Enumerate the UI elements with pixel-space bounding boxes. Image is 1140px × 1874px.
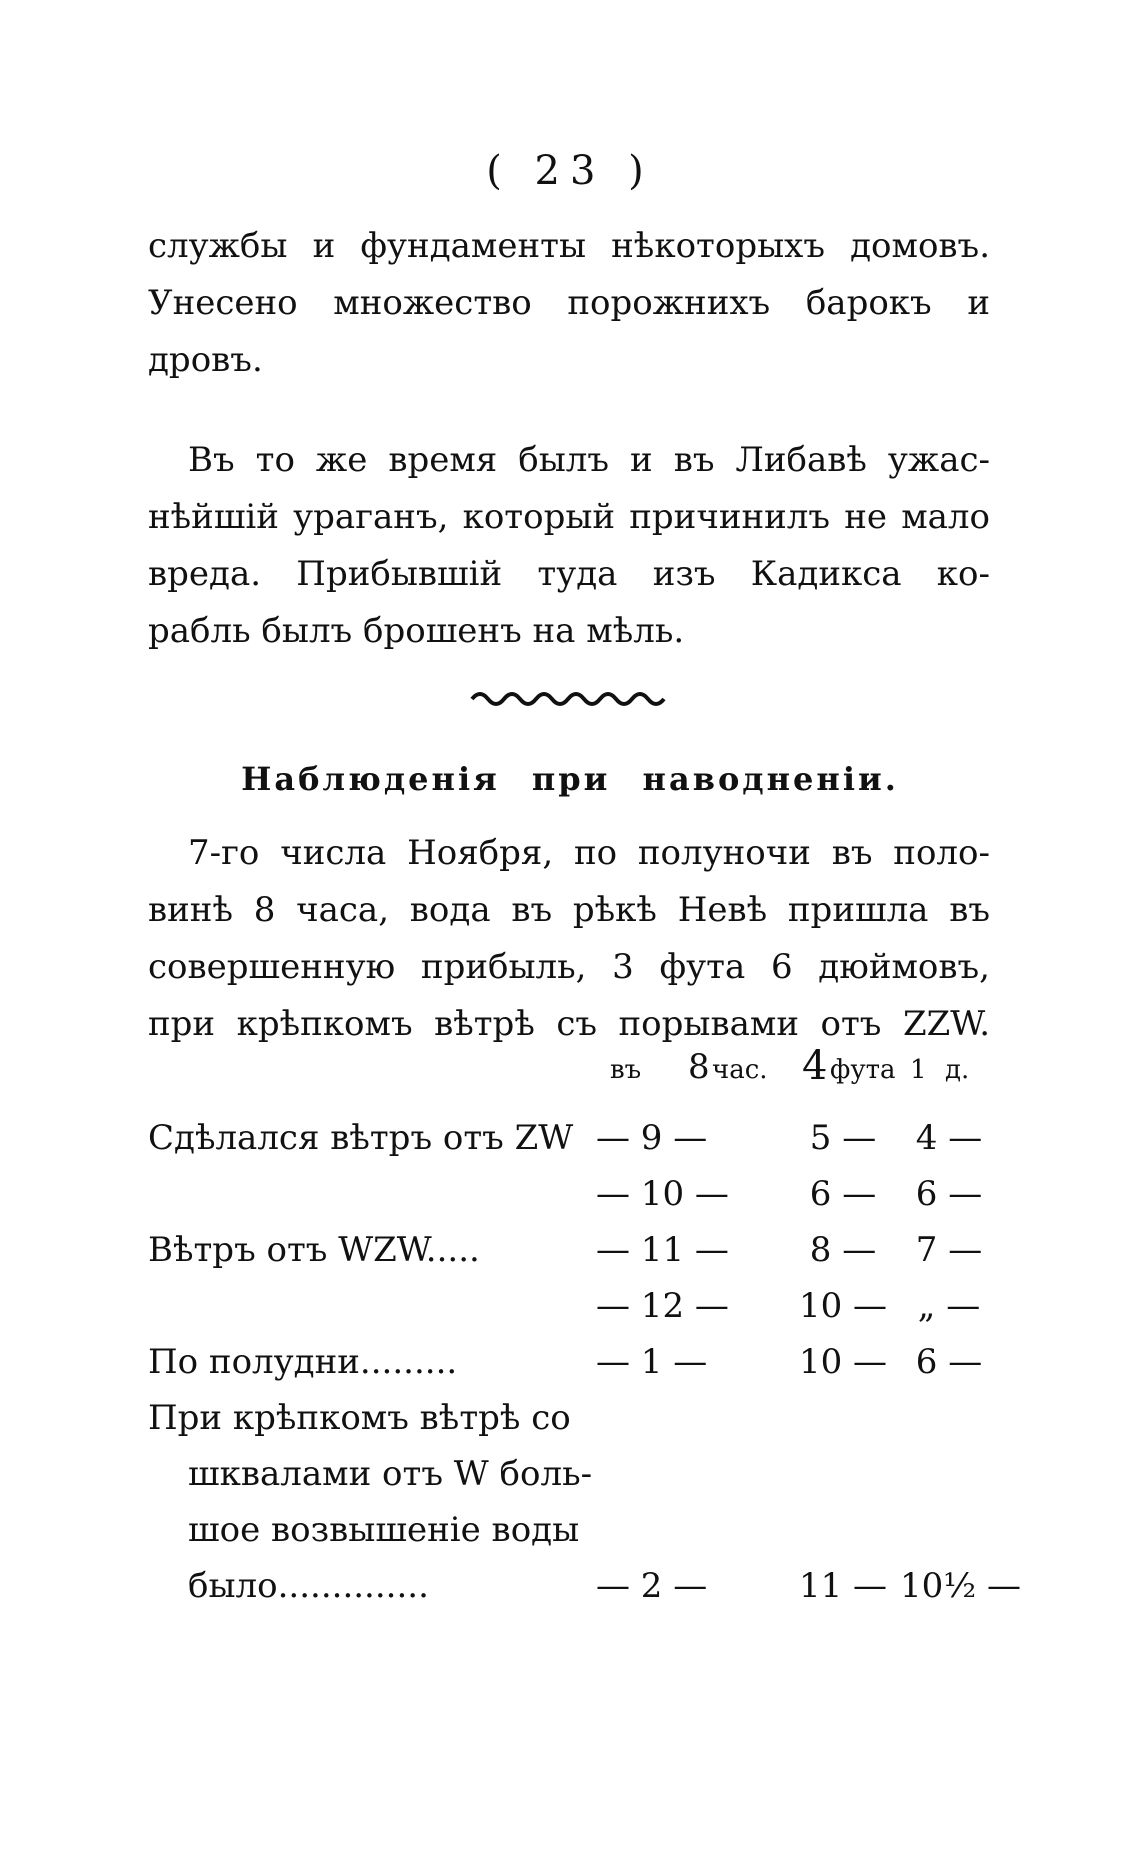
header-inch-value: 1 — [910, 1055, 927, 1085]
table-row — [148, 1502, 990, 1558]
paragraph-2 — [148, 432, 990, 660]
row-feet: 8 — — [809, 1230, 877, 1270]
table-row — [148, 1558, 1022, 1614]
page-number: ( 23 ) — [486, 148, 654, 194]
text-line: Въ то же время былъ и въ Либавѣ ужас- — [188, 440, 990, 480]
text-line: нѣйшій ураганъ, который причинилъ не мало — [148, 497, 990, 537]
text-line: винѣ 8 часа, вода въ рѣкѣ Невѣ пришла въ — [148, 890, 990, 930]
row-hour: — 10 — — [596, 1174, 729, 1214]
text-line: службы и фундаменты нѣкоторыхъ домовъ. — [148, 226, 990, 266]
table-row — [148, 1110, 990, 1166]
header-hour-value: 8 — [688, 1047, 710, 1087]
row-feet: 6 — — [809, 1174, 877, 1214]
paragraph-1 — [148, 218, 990, 389]
row-feet: 5 — — [809, 1118, 877, 1158]
row-feet: 10 — — [798, 1342, 888, 1382]
table-row — [148, 1446, 990, 1502]
row-label: шое возвышеніе воды — [188, 1510, 580, 1550]
text-line: при крѣпкомъ вѣтрѣ съ порывами отъ ZZW. — [148, 1004, 990, 1044]
header-feet-value: 4 — [802, 1043, 828, 1089]
table-row — [148, 1390, 990, 1446]
table-row — [148, 1278, 990, 1334]
text-line: дровъ. — [148, 340, 263, 380]
text-line: совершенную прибыль, 3 фута 6 дюймовъ, — [148, 947, 990, 987]
row-hour: — 1 — — [596, 1342, 708, 1382]
section-heading: Наблюденія при наводненіи. — [241, 760, 899, 798]
header-hour-unit: час. — [712, 1055, 768, 1085]
header-feet-unit: фута — [830, 1055, 896, 1085]
ornament-divider — [0, 688, 1140, 714]
wave-ornament-icon — [470, 688, 670, 710]
row-label: При крѣпкомъ вѣтрѣ со — [148, 1398, 571, 1438]
header-inch-unit: д. — [945, 1055, 970, 1085]
text-line: вреда. Прибывшій туда изъ Кадикса ко- — [148, 554, 990, 594]
text-line: рабль былъ брошенъ на мѣль. — [148, 611, 685, 651]
row-hour: — 11 — — [596, 1230, 729, 1270]
row-label: Сдѣлался вѣтръ отъ ZW — [148, 1118, 574, 1158]
row-label: По полудни......... — [148, 1342, 458, 1382]
table-row — [148, 1222, 990, 1278]
row-inches: 6 — — [915, 1342, 983, 1382]
row-feet: 11 — — [798, 1566, 888, 1606]
row-hour: — 12 — — [596, 1286, 729, 1326]
row-label: Вѣтръ отъ WZW..... — [148, 1230, 480, 1270]
row-inches: „ — — [917, 1286, 981, 1326]
row-inches: 10½ — — [900, 1566, 1022, 1606]
table-row — [148, 1166, 990, 1222]
row-inches: 7 — — [915, 1230, 983, 1270]
table-header — [610, 1043, 990, 1105]
text-line: Унесено множество порожнихъ барокъ и — [148, 283, 990, 323]
text-line: 7-го числа Ноября, по полуночи въ поло- — [188, 833, 990, 873]
paragraph-3 — [148, 825, 990, 1053]
row-label: было.............. — [188, 1566, 429, 1606]
row-label: шквалами отъ W боль- — [188, 1454, 593, 1494]
row-hour: — 9 — — [596, 1118, 708, 1158]
row-inches: 4 — — [915, 1118, 983, 1158]
row-hour: — 2 — — [596, 1566, 708, 1606]
header-prefix: въ — [610, 1055, 642, 1085]
row-inches: 6 — — [915, 1174, 983, 1214]
row-feet: 10 — — [798, 1286, 888, 1326]
table-row — [148, 1334, 990, 1390]
